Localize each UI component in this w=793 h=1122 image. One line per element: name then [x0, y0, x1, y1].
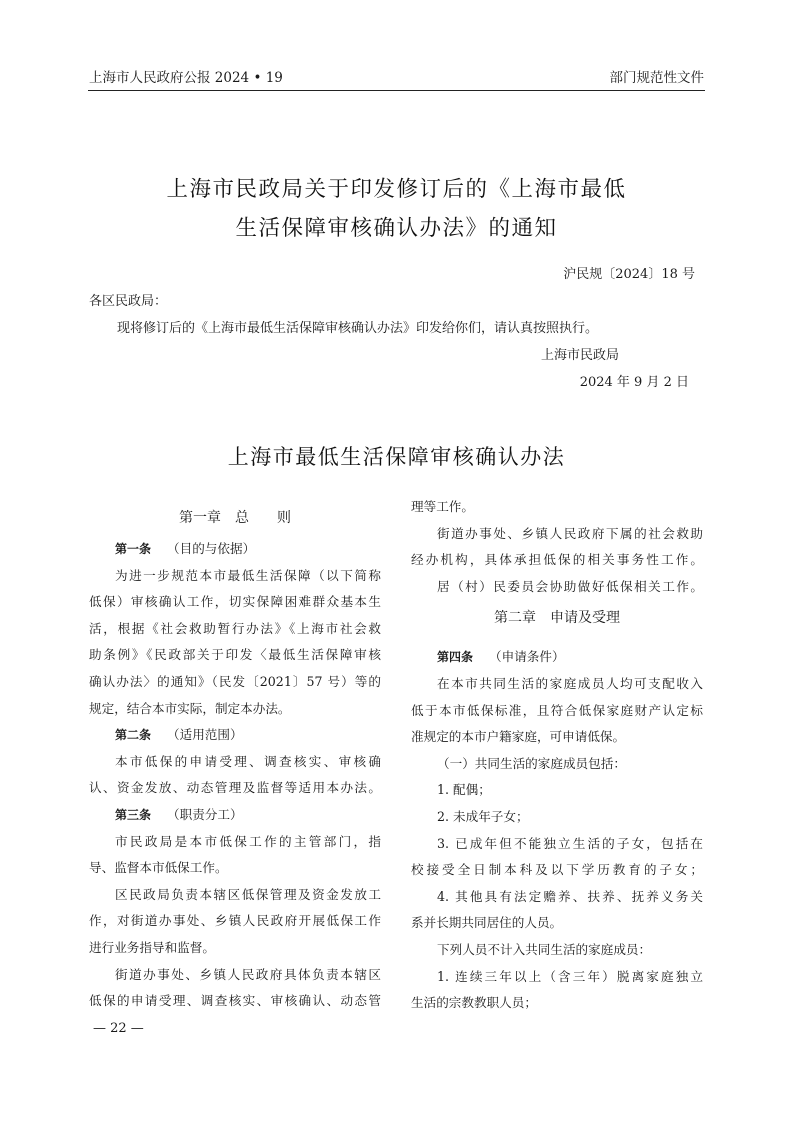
paragraph-line: 导、监督本市低保工作。	[89, 860, 228, 876]
paragraph-line: 下列人员不计入共同生活的家庭成员：	[437, 941, 652, 957]
issue-date: 2024 年 9 月 2 日	[579, 375, 689, 390]
paragraph-line: 街道办事处、乡镇人民政府具体负责本辖区	[115, 966, 381, 982]
paragraph-line: 2. 未成年子女；	[437, 808, 529, 824]
article-2-label: 第二条	[115, 728, 152, 743]
paragraph-line: 进行业务指导和监督。	[89, 939, 215, 955]
paragraph-line: 助条例》《民政部关于印发〈最低生活保障审核	[89, 647, 381, 663]
addressee: 各区民政局：	[89, 294, 168, 309]
chapter-2-heading: 第二章 申请及受理	[494, 610, 620, 627]
document-category: 部门规范性文件	[609, 70, 704, 86]
notice-title-line-2: 生活保障审核确认办法》的通知	[235, 216, 558, 241]
paragraph-line: 系并长期共同居住的人员。	[411, 915, 563, 931]
issuer: 上海市民政局	[541, 348, 620, 363]
paragraph-line: 生活的宗教教职人员；	[411, 995, 537, 1011]
article-4-heading	[411, 644, 703, 671]
paragraph-line: 低保）审核确认工作，切实保障困难群众基本生	[89, 594, 381, 610]
paragraph-line: 校接受全日制本科及以下学历教育的子女；	[411, 862, 703, 878]
paragraph-line: 居（村）民委员会协助做好低保相关工作。	[437, 578, 703, 594]
notice-body: 现将修订后的《上海市最低生活保障审核确认办法》印发给你们，请认真按照执行。	[117, 321, 599, 336]
paragraph-line: 规定，结合本市实际，制定本办法。	[89, 700, 291, 716]
paragraph-line: 街道办事处、乡镇人民政府下属的社会救助	[437, 525, 703, 541]
paragraph-line: 4. 其他具有法定赡养、扶养、抚养义务关	[437, 888, 703, 904]
paragraph-line: 认、资金发放、动态管理及监督等适用本办法。	[89, 780, 381, 796]
paragraph-line: 3. 已成年但不能独立生活的子女，包括在	[437, 835, 703, 851]
gazette-header: 上海市人民政府公报 2024 • 19	[89, 70, 283, 86]
paragraph-line: 经办机构，具体承担低保的相关事务性工作。	[411, 552, 703, 568]
right-column	[411, 497, 703, 1017]
article-1-label: 第一条	[115, 542, 152, 556]
paragraph-line: 活，根据《社会救助暂行办法》《上海市社会救	[89, 620, 381, 636]
paragraph-line: 在本市共同生活的家庭成员人均可支配收入	[437, 675, 703, 691]
paragraph-line: 为进一步规范本市最低生活保障（以下简称	[115, 567, 381, 583]
notice-title-line-1: 上海市民政局关于印发修订后的《上海市最低	[166, 177, 627, 202]
paragraph-line: 准规定的本市户籍家庭，可申请低保。	[411, 729, 626, 745]
paragraph-line: 作，对街道办事处、乡镇人民政府开展低保工作	[89, 913, 381, 929]
article-1-topic: （目的与依据）	[167, 541, 256, 556]
article-3-label: 第三条	[115, 807, 152, 822]
paragraph-line: 低于本市低保标准，且符合低保家庭财产认定标	[411, 702, 703, 718]
article-3-topic: （职责分工）	[167, 806, 243, 822]
paragraph-line: （一）共同生活的家庭成员包括：	[437, 755, 626, 771]
header-divider	[88, 90, 705, 91]
left-column	[89, 496, 381, 1015]
article-1-heading	[89, 536, 381, 563]
paragraph-line: 区民政局负责本辖区低保管理及资金发放工	[115, 886, 381, 902]
paragraph-line: 1. 配偶；	[437, 782, 491, 798]
chapter-1-heading: 第一章 总 则	[179, 510, 291, 526]
article-4-label: 第四条	[437, 650, 474, 665]
article-2-heading	[89, 722, 381, 749]
paragraph-line: 低保的申请受理、调查核实、审核确认、动态管	[89, 993, 381, 1009]
page-number: — 22 —	[93, 1021, 144, 1036]
article-2-topic: （适用范围）	[167, 727, 243, 743]
paragraph-line: 市民政局是本市低保工作的主管部门，指	[115, 833, 381, 849]
paragraph-line: 本市低保的申请受理、调查核实、审核确	[115, 753, 381, 769]
measures-title: 上海市最低生活保障审核确认办法	[227, 445, 566, 469]
paragraph-line: 理等工作。	[411, 499, 474, 514]
paragraph-line: 确认办法〉的通知》（民发〔2021〕57 号）等的	[89, 673, 381, 689]
article-3-heading	[89, 802, 381, 829]
article-4-topic: （申请条件）	[489, 649, 565, 665]
paragraph-line: 1. 连续三年以上（含三年）脱离家庭独立	[437, 968, 703, 984]
document-number: 沪民规〔2024〕18 号	[563, 267, 695, 282]
